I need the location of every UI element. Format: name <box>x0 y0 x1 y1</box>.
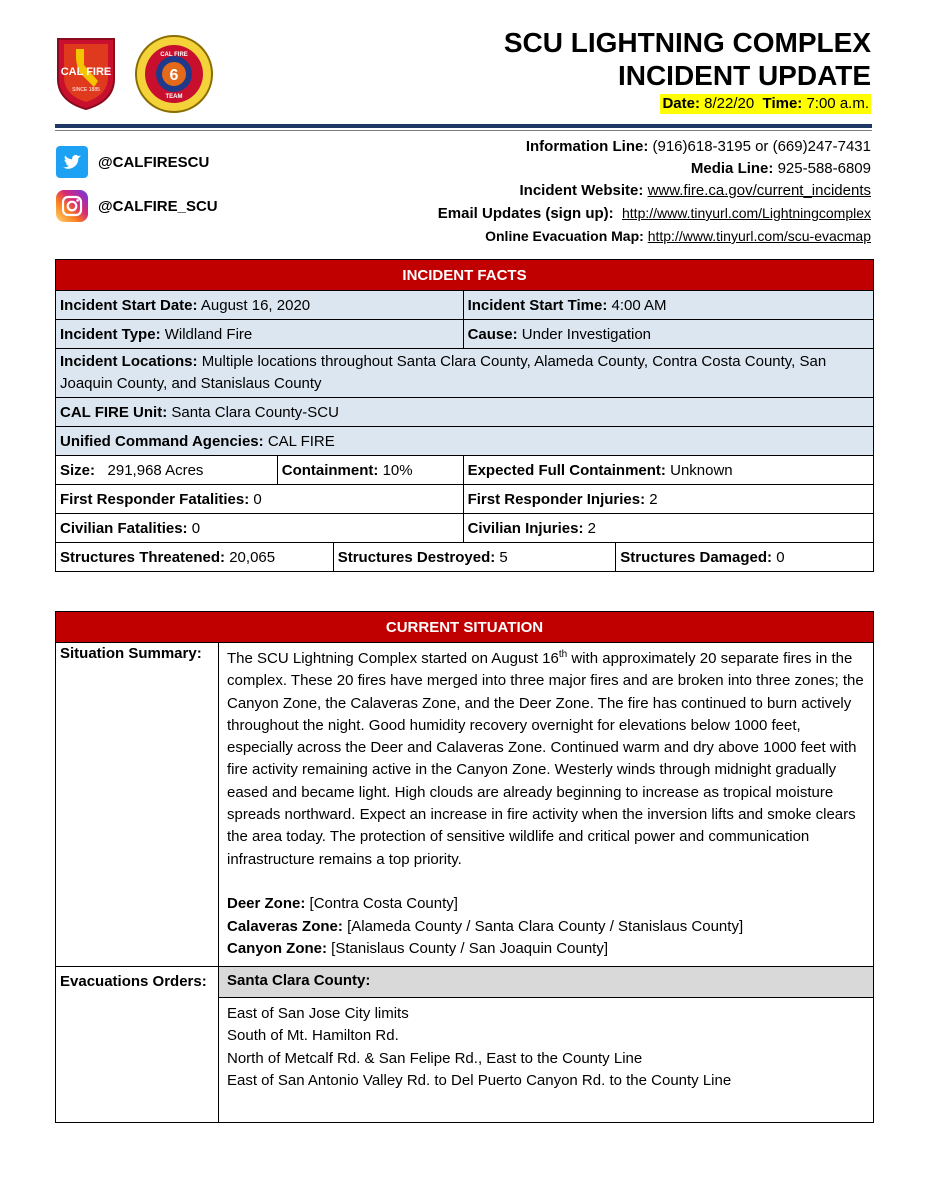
media-line-value: 925-588-6809 <box>777 160 871 177</box>
time-label: Time: <box>762 95 803 112</box>
civilian-fatalities-cell: Civilian Fatalities: 0 <box>56 514 464 543</box>
email-updates: Email Updates (sign up): http://www.tinyurl.com/Lightningcomplex <box>437 205 871 222</box>
incident-website: Incident Website: www.fire.ca.gov/current_incidents <box>519 182 871 199</box>
date-label: Date: <box>662 95 700 112</box>
information-line-value: (916)618-3195 or (669)247-7431 <box>652 138 871 155</box>
incident-website-link[interactable]: www.fire.ca.gov/current_incidents <box>647 182 871 199</box>
twitter-handle-row[interactable] <box>56 146 209 178</box>
containment-cell: Containment: 10% <box>277 456 463 485</box>
twitter-icon <box>56 146 88 178</box>
fr-fatalities-cell: First Responder Fatalities: 0 <box>56 485 464 514</box>
evacuation-order-item: North of Metcalf Rd. & San Felipe Rd., East to the County Line <box>227 1049 643 1067</box>
instagram-handle: @CALFIRE_SCU <box>98 197 218 215</box>
canyon-zone: Canyon Zone: [Stanislaus County / San Joaquin County] <box>227 939 609 957</box>
header-divider <box>55 124 872 128</box>
situation-summary-body <box>219 643 874 967</box>
situation-summary-text: The SCU Lightning Complex started on August 16th with approximately 20 separate fires in the complex. These 20 fires have merged into three major fires and are broken into three zones; the Canyon Zone, the Calaveras Zone, and the Deer Zone. The fire has continued to burn actively throughout the night. Good humidity recovery overnight for elevations below 1000 feet, especially across the Deer and Calaveras Zone. Continued warm and dry above 1000 feet with fire activity remaining active in the Canyon Zone. Westerly winds through midnight gradually eased and became light. High clouds are already beginning to increase as tropical moisture spreads northward. Expect an increase in fire activity when the inversion lifts and smoke clears the area today. The protection of sensitive wildlife and critical power and communication infrastructure remains a top priority. <box>227 649 864 868</box>
calaveras-zone: Calaveras Zone: [Alameda County / Santa Clara County / Stanislaus County] <box>227 917 744 935</box>
instagram-icon <box>56 190 88 222</box>
incident-locations-cell: Incident Locations: Multiple locations throughout Santa Clara County, Alameda County, Contra Costa County, San Joaquin County, and Stanislaus County <box>56 349 874 398</box>
page-title <box>504 26 871 92</box>
structures-destroyed-cell: Structures Destroyed: 5 <box>333 543 616 572</box>
current-situation-table <box>55 611 874 1123</box>
current-situation-heading: CURRENT SITUATION <box>56 612 874 643</box>
civilian-injuries-cell: Civilian Injuries: 2 <box>463 514 873 543</box>
title-line-2: INCIDENT UPDATE <box>617 60 871 91</box>
twitter-handle: @CALFIRESCU <box>98 153 210 171</box>
incident-team-logo <box>134 34 214 114</box>
evacuation-map-link[interactable]: http://www.tinyurl.com/scu-evacmap <box>647 228 871 244</box>
calfire-logo <box>54 35 118 111</box>
svg-text:6: 6 <box>169 67 179 84</box>
title-line-1: SCU LIGHTNING COMPLEX <box>503 27 871 58</box>
evacuation-order-list <box>219 998 874 1123</box>
contact-info <box>438 136 871 247</box>
calfire-unit-cell: CAL FIRE Unit: Santa Clara County-SCU <box>56 398 874 427</box>
information-line: Information Line: (916)618-3195 or (669)247-7431 <box>525 138 871 155</box>
evacuation-map: Online Evacuation Map: http://www.tinyurl.com/scu-evacmap <box>485 228 871 244</box>
svg-text:CAL FIRE: CAL FIRE <box>60 66 112 78</box>
evacuation-county: Santa Clara County: <box>219 967 874 998</box>
deer-zone: Deer Zone: [Contra Costa County] <box>227 895 458 913</box>
time-value: 7:00 a.m. <box>806 95 869 112</box>
command-agencies-cell: Unified Command Agencies: CAL FIRE <box>56 427 874 456</box>
email-updates-link[interactable]: http://www.tinyurl.com/Lightningcomplex <box>622 205 871 221</box>
evacuation-order-item: South of Mt. Hamilton Rd. <box>227 1027 399 1045</box>
media-line: Media Line: 925-588-6809 <box>690 160 871 177</box>
incident-facts-heading: INCIDENT FACTS <box>56 260 874 291</box>
instagram-handle-row[interactable] <box>56 190 218 222</box>
expected-containment-cell: Expected Full Containment: Unknown <box>463 456 873 485</box>
evacuation-order-item: East of San Antonio Valley Rd. to Del Puerto Canyon Rd. to the County Line <box>227 1072 732 1090</box>
svg-text:SINCE 1885: SINCE 1885 <box>72 87 100 93</box>
svg-text:TEAM: TEAM <box>165 94 183 100</box>
incident-type-cell: Incident Type: Wildland Fire <box>56 320 464 349</box>
cause-cell: Cause: Under Investigation <box>463 320 873 349</box>
start-time-cell: Incident Start Time: 4:00 AM <box>463 291 873 320</box>
evacuation-orders-label: Evacuations Orders: <box>56 967 219 1123</box>
date-value: 8/22/20 <box>704 95 755 112</box>
situation-summary-label: Situation Summary: <box>56 643 219 967</box>
header-divider-thin <box>55 130 872 131</box>
start-date-cell: Incident Start Date: August 16, 2020 <box>56 291 464 320</box>
evacuation-order-item: East of San Jose City limits <box>227 1005 409 1023</box>
structures-threatened-cell: Structures Threatened: 20,065 <box>56 543 334 572</box>
structures-damaged-cell: Structures Damaged: 0 <box>616 543 874 572</box>
incident-facts-table <box>55 259 874 572</box>
fr-injuries-cell: First Responder Injuries: 2 <box>463 485 873 514</box>
size-cell: Size: 291,968 Acres <box>56 456 278 485</box>
svg-text:CAL FIRE: CAL FIRE <box>160 52 188 58</box>
date-time <box>660 94 871 114</box>
